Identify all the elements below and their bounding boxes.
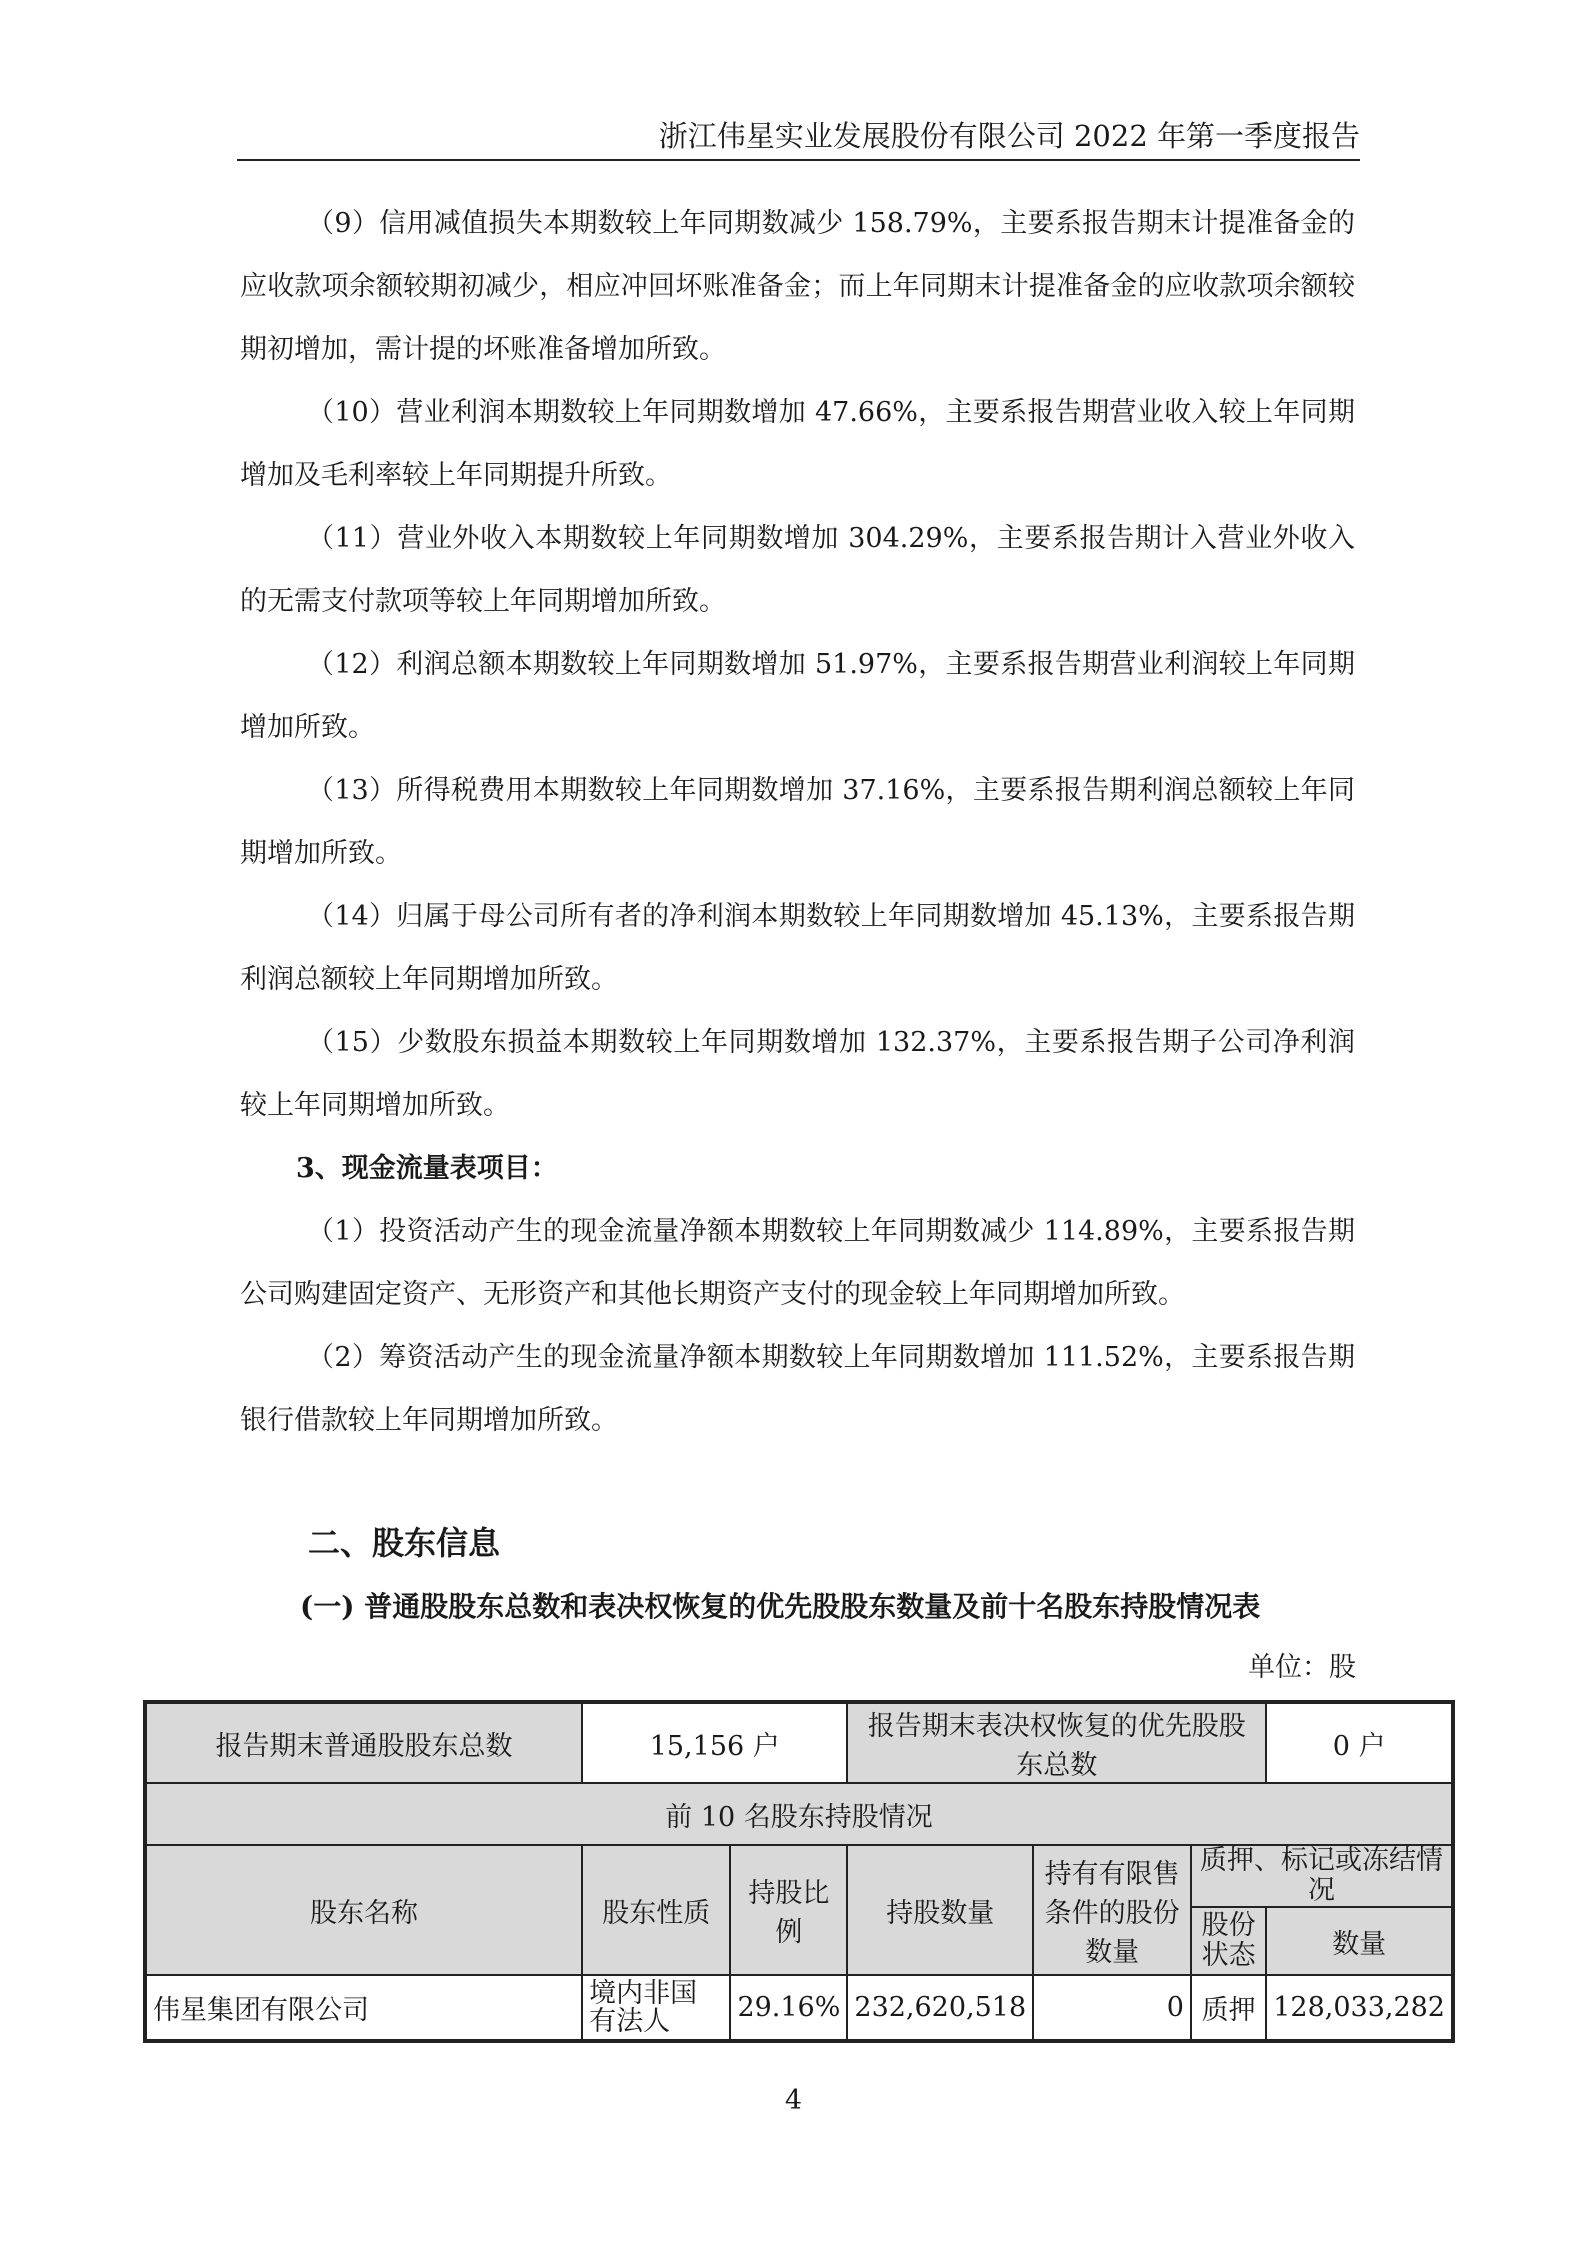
col-header-name: 股东名称 <box>145 1845 582 1975</box>
unit-label: 单位：股 <box>1248 1652 1356 1683</box>
paragraph-13: （13）所得税费用本期数较上年同期数增加 37.16%，主要系报告期利润总额较上年同期增加所致。 <box>240 775 1355 869</box>
cell-name: 伟星集团有限公司 <box>145 1975 582 2041</box>
header-row-1 <box>145 1845 1453 1907</box>
top10-title-row <box>145 1783 1453 1845</box>
paragraph-11: （11）营业外收入本期数较上年同期数增加 304.29%，主要系报告期计入营业外收入的无需支付款项等较上年同期增加所致。 <box>240 523 1355 617</box>
top10-title: 前 10 名股东持股情况 <box>145 1783 1453 1845</box>
col-header-pledge-group: 质押、标记或冻结情况 <box>1191 1845 1453 1907</box>
summary-value-common: 15,156 户 <box>582 1702 847 1783</box>
cell-amount: 128,033,282 <box>1266 1975 1453 2041</box>
summary-row <box>145 1702 1453 1783</box>
header-title: 浙江伟星实业发展股份有限公司 2022 年第一季度报告 <box>658 119 1360 153</box>
col-header-restricted: 持有有限售条件的股份数量 <box>1033 1845 1191 1975</box>
cell-restricted: 0 <box>1033 1975 1191 2041</box>
cell-status: 质押 <box>1191 1975 1266 2041</box>
paragraph-14: （14）归属于母公司所有者的净利润本期数较上年同期数增加 45.13%，主要系报告期利润总额较上年同期增加所致。 <box>240 901 1355 995</box>
cell-ratio: 29.16% <box>730 1975 847 2041</box>
cashflow-heading: 3、现金流量表项目： <box>296 1153 558 1184</box>
section-subtitle: (一) 普通股股东总数和表决权恢复的优先股股东数量及前十名股东持股情况表 <box>300 1590 1261 1623</box>
table-row <box>145 1975 1453 2041</box>
cell-qty: 232,620,518 <box>847 1975 1033 2041</box>
col-header-nature: 股东性质 <box>582 1845 730 1975</box>
summary-label-common: 报告期末普通股股东总数 <box>145 1702 582 1783</box>
section-title: 二、股东信息 <box>308 1524 501 1562</box>
body-text <box>240 192 1355 1452</box>
col-header-amount: 数量 <box>1266 1907 1453 1975</box>
cell-nature: 境内非国有法人 <box>582 1975 730 2041</box>
cashflow-paragraph-1: （1）投资活动产生的现金流量净额本期数较上年同期数减少 114.89%，主要系报告期公司购建固定资产、无形资产和其他长期资产支付的现金较上年同期增加所致。 <box>240 1216 1355 1310</box>
col-header-ratio: 持股比例 <box>730 1845 847 1975</box>
paragraph-10: （10）营业利润本期数较上年同期数增加 47.66%，主要系报告期营业收入较上年同期增加及毛利率较上年同期提升所致。 <box>240 397 1355 491</box>
shareholder-table <box>143 1700 1455 2043</box>
summary-value-preferred: 0 户 <box>1266 1702 1453 1783</box>
col-header-status: 股份状态 <box>1191 1907 1266 1975</box>
cashflow-paragraph-2: （2）筹资活动产生的现金流量净额本期数较上年同期数增加 111.52%，主要系报告期银行借款较上年同期增加所致。 <box>240 1342 1355 1436</box>
col-header-qty: 持股数量 <box>847 1845 1033 1975</box>
paragraph-15: （15）少数股东损益本期数较上年同期数增加 132.37%，主要系报告期子公司净利润较上年同期增加所致。 <box>240 1027 1355 1121</box>
paragraph-12: （12）利润总额本期数较上年同期数增加 51.97%，主要系报告期营业利润较上年同期增加所致。 <box>240 649 1355 743</box>
paragraph-9: （9）信用减值损失本期数较上年同期数减少 158.79%，主要系报告期末计提准备金的应收款项余额较期初减少，相应冲回坏账准备金；而上年同期末计提准备金的应收款项余额较期初增加，需计提的坏账准备增加所致。 <box>240 208 1355 365</box>
page-number: 4 <box>784 2085 803 2116</box>
summary-label-preferred: 报告期末表决权恢复的优先股股东总数 <box>847 1702 1266 1783</box>
page-header <box>237 113 1360 161</box>
